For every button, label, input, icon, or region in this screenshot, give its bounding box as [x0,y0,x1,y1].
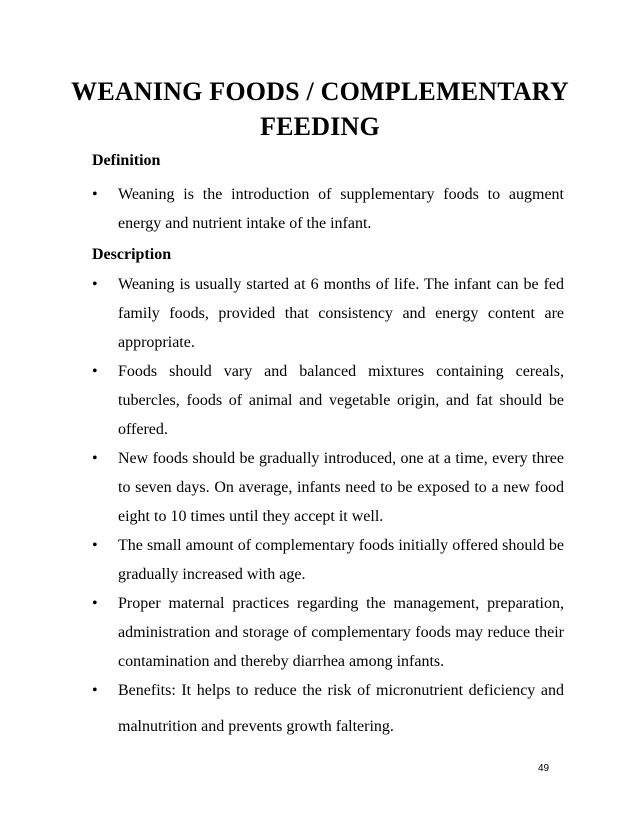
description-bullet-5 [92,589,564,676]
bullet-text: Foods should vary and balanced mixtures containing cereals, tubercles, foods of animal and vegetable origin, and fat should be offered. [118,363,564,438]
bullet-text: Weaning is the introduction of supplementary foods to augment energy and nutrient intake of the infant. [118,186,564,232]
bullet-text: Benefits: It helps to reduce the risk of micronutrient deficiency and malnutrition and prevents growth faltering. [118,682,564,735]
definition-bullet [92,180,564,238]
description-bullet-4 [92,531,564,589]
bullet-text: Weaning is usually started at 6 months of life. The infant can be fed family foods, provided that consistency and energy content are appropriate. [118,276,564,351]
bullet-text: The small amount of complementary foods initially offered should be gradually increased with age. [118,537,564,583]
page-title: WEANING FOODS / COMPLEMENTARY FEEDING [71,77,569,141]
bullet-icon: • [92,186,98,203]
bullet-text: New foods should be gradually introduced, one at a time, every three to seven days. On average, infants need to be exposed to a new food eight to 10 times until they accept it well. [118,450,564,525]
bullet-icon: • [92,682,98,699]
description-bullet-3 [92,444,564,531]
description-bullet-6 [92,676,564,745]
page-number: 49 [538,763,550,774]
definition-heading: Definition [92,152,161,169]
bullet-icon: • [92,363,98,380]
description-heading: Description [92,246,172,263]
bullet-icon: • [92,537,98,554]
bullet-text: Proper maternal practices regarding the management, preparation, administration and storage of complementary foods may reduce their contamination and thereby diarrhea among infants. [118,595,564,670]
bullet-icon: • [92,595,98,612]
description-bullet-2 [92,357,564,444]
bullet-icon: • [92,450,98,467]
description-bullet-1 [92,270,564,357]
bullet-icon: • [92,276,98,293]
